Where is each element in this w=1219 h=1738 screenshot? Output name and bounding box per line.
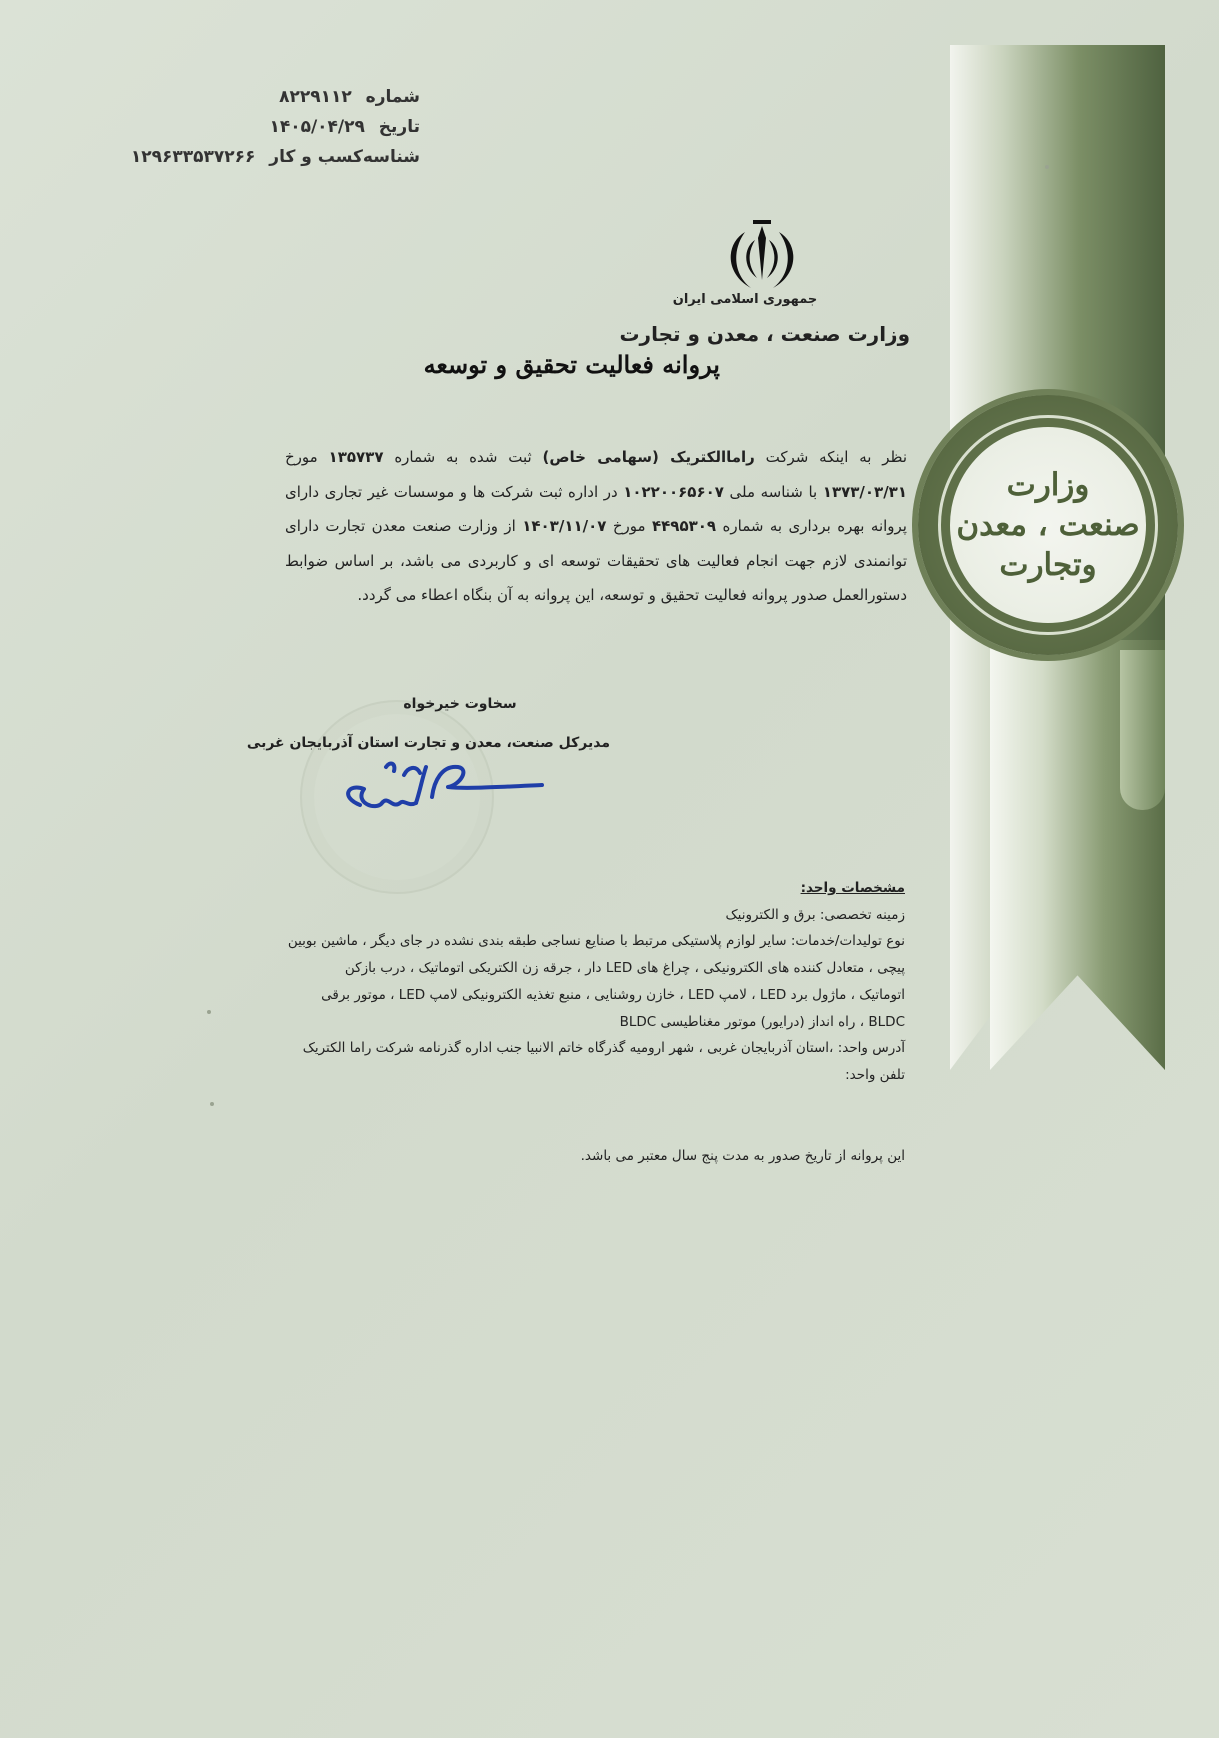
emblem-caption: جمهوری اسلامی ایران	[672, 292, 818, 307]
text-part-6: مورخ	[606, 517, 652, 535]
specs-heading: مشخصات واحد:	[800, 880, 905, 896]
products-line-1: نوع تولیدات/خدمات: سایر لوازم پلاستیکی مرتبط با صنایع نساجی طبقه بندی نشده در جای دیگر ، ماشین بوبین	[287, 933, 905, 950]
national-id: ۱۰۲۲۰۰۶۵۶۰۷	[623, 482, 724, 501]
unit-specifications	[205, 875, 905, 1089]
seal-line-2: صنعت ، معدن	[956, 507, 1140, 543]
letter-date-label: تاریخ	[378, 117, 420, 137]
text-part-7: از وزارت صنعت معدن تجارت دارای توانمندی لازم جهت انجام فعالیت های تحقیقات توسعه ای و کاربردی می باشد، بر اساس ضوابط دستورالعمل صدور پروانه فعالیت تحقیق و توسعه، این پروانه به آن بنگاه اعطاء می گردد.	[285, 517, 907, 604]
text-part-3: مورخ	[285, 448, 329, 466]
products-line-4: BLDC ، راه انداز (درایور) موتور مغناطیسی BLDC	[619, 1013, 905, 1030]
letter-date	[110, 112, 420, 142]
text-part-1: نظر به اینکه شرکت	[754, 448, 907, 466]
seal-line-1: وزارت	[1006, 467, 1090, 503]
license-text	[285, 440, 907, 613]
letter-number	[110, 82, 420, 112]
business-id	[110, 142, 420, 172]
company-name: راماالکتریک (سهامی خاص)	[542, 448, 755, 466]
unit-phone: تلفن واحد:	[845, 1066, 905, 1083]
paper-speck	[207, 1010, 211, 1014]
seal-line-3: وتجارت	[999, 547, 1097, 583]
operation-license-date: ۱۴۰۳/۱۱/۰۷	[522, 517, 607, 535]
ministry-name: وزارت صنعت ، معدن و تجارت	[619, 322, 910, 346]
signatory-title: مدیرکل صنعت، معدن و تجارت استان آذربایجان غربی	[246, 735, 610, 751]
text-part-5: در اداره ثبت شرکت ها و موسسات غیر تجاری دارای پروانه بهره برداری به شماره	[285, 482, 907, 535]
document-header	[110, 82, 420, 172]
products-line-3: اتوماتیک ، ماژول برد LED ، لامپ LED ، خازن روشنایی ، منبع تغذیه الکترونیکی لامپ LED ، موتور برقی	[321, 986, 905, 1003]
registration-number: ۱۳۵۷۳۷	[328, 448, 384, 466]
paper-speck	[1045, 165, 1049, 169]
unit-address: آدرس واحد: ،استان آذربایجان غربی ، شهر ارومیه گذرگاه خاتم الانبیا جنب اداره گذرنامه شرکت راما الکتریک	[302, 1040, 905, 1057]
text-part-2: ثبت شده به شماره	[383, 448, 543, 466]
validity-note: این پروانه از تاریخ صدور به مدت پنج سال معتبر می باشد.	[580, 1148, 905, 1164]
business-id-value: ۱۲۹۶۳۳۵۳۷۲۶۶	[130, 147, 256, 167]
operation-license-number: ۴۴۹۵۳۰۹	[652, 517, 717, 535]
letter-date-value: ۱۴۰۵/۰۴/۲۹	[269, 117, 365, 137]
text-part-4: با شناسه ملی	[723, 482, 823, 501]
products-line-2: پیچی ، متعادل کننده های الکترونیکی ، چراغ های LED دار ، جرقه زن الکتریکی اتوماتیک ، درب بازکن	[344, 960, 905, 977]
letter-number-label: شماره	[365, 87, 420, 107]
handwritten-signature	[330, 745, 550, 835]
signatory-name: سخاوت خیرخواه	[403, 696, 517, 712]
letter-number-value: ۸۲۲۹۱۱۲	[279, 87, 352, 107]
ribbon-fold	[1120, 650, 1165, 810]
seal-center	[950, 427, 1146, 623]
iran-emblem-icon	[717, 218, 807, 298]
specialty-field: زمینه تخصصی: برق و الکترونیک	[725, 906, 905, 923]
registration-date: ۱۳۷۳/۰۳/۳۱	[822, 482, 907, 501]
page-title: پروانه فعالیت تحقیق و توسعه	[423, 350, 720, 379]
business-id-label: شناسه‌کسب و کار	[269, 147, 420, 167]
paper-speck	[210, 1102, 214, 1106]
